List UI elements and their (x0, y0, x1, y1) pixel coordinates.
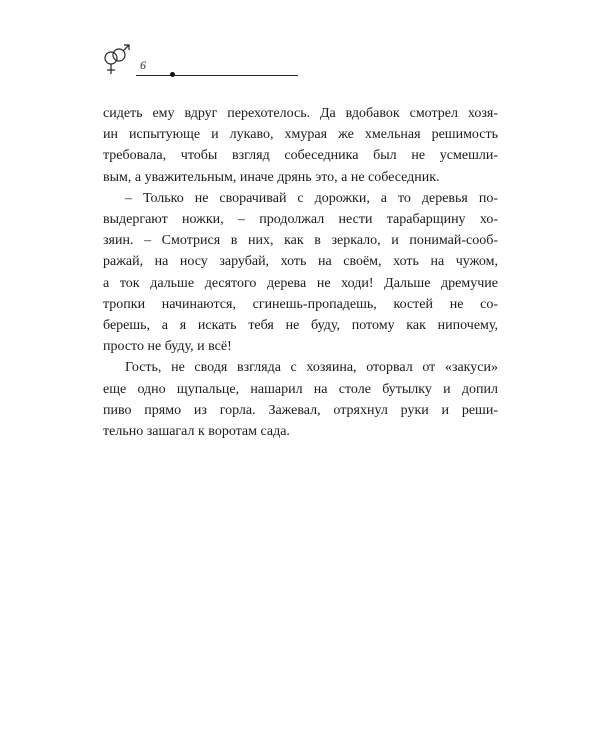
text-line: просто не буду, и всё! (103, 339, 232, 355)
text-line: Гость, не сводя взгляда с хозяина, оторвал от «закуси» (125, 360, 498, 376)
text-line: ражай, на носу зарубай, хоть на своём, хоть на чужом, (103, 254, 498, 270)
header-rule (136, 75, 298, 76)
page-header (100, 42, 310, 82)
male-female-symbols-icon (100, 42, 134, 78)
text-line: тельно зашагал к воротам сада. (103, 424, 290, 440)
body-text (103, 103, 498, 442)
text-line: еще одно щупальце, нашарил на столе бутылку и допил (103, 381, 498, 397)
text-line: берешь, а я искать тебя не буду, потому как нипочему, (103, 318, 498, 334)
text-line: сидеть ему вдруг перехотелось. Да вдобавок смотрел хозя- (103, 106, 498, 121)
text-line: ин испытующе и лукаво, хмурая же хмельная решимость (103, 127, 498, 143)
header-dot (170, 72, 175, 77)
text-line: выдергают ножки, – продолжал нести тарабарщину хо- (103, 212, 498, 228)
text-line: вым, а уважительным, иначе дрянь это, а не собеседник. (103, 169, 440, 185)
page-number: 6 (140, 58, 146, 72)
text-line: тропки начинаются, сгинешь-пропадешь, костей не со- (103, 296, 498, 312)
text-line: – Только не сворачивай с дорожки, а то деревья по- (125, 190, 498, 206)
text-line: зяин. – Смотрися в них, как в зеркало, и понимай-сооб- (103, 233, 498, 249)
text-line: а ток дальше десятого дерева не ходи! Дальше дремучие (103, 275, 498, 291)
text-line: пиво прямо из горла. Зажевал, отряхнул руки и реши- (103, 402, 498, 418)
text-line: требовала, чтобы взгляд собеседника был не усмешли- (103, 148, 498, 164)
